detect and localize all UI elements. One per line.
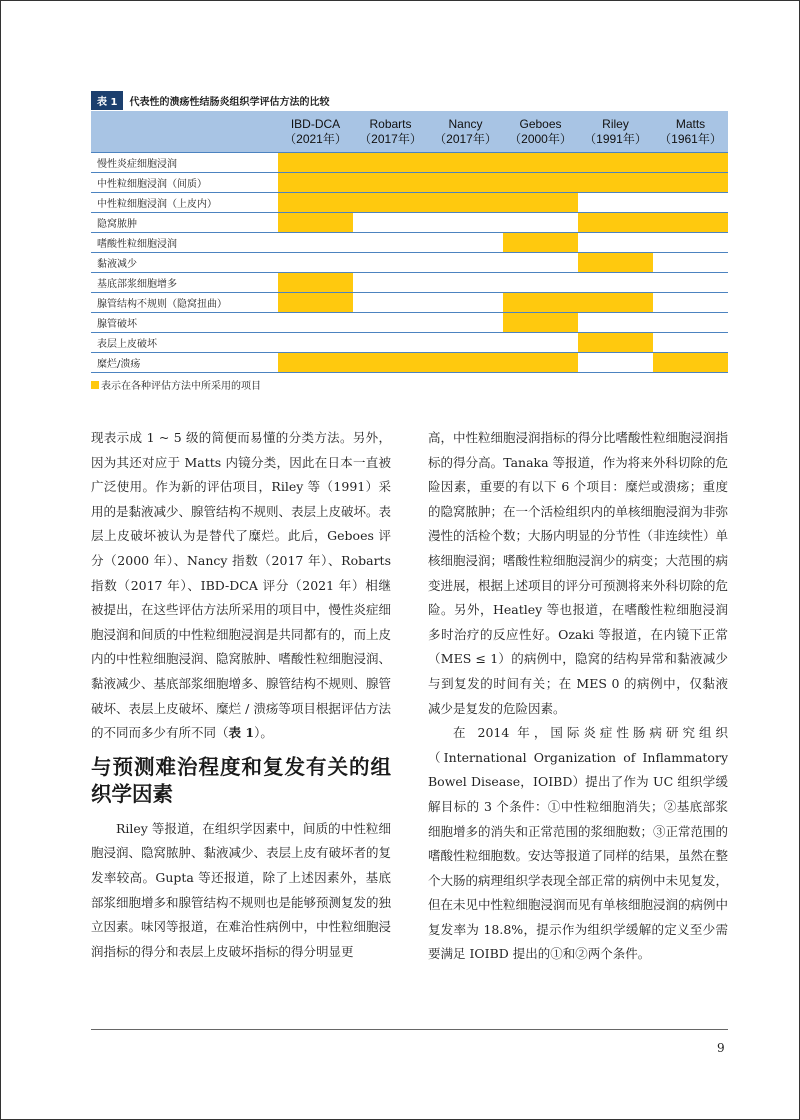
cell-empty (578, 273, 653, 293)
row-label: 黏液减少 (91, 253, 278, 273)
table-title: 代表性的溃疡性结肠炎组织学评估方法的比较 (129, 96, 330, 108)
cell-empty (578, 233, 653, 253)
row-label: 慢性炎症细胞浸润 (91, 153, 278, 173)
cell-used (578, 293, 653, 313)
right-paragraph-2: 在 2014 年，国际炎症性肠病研究组织（International Organization of Inflammatory Bowel Disease，IOIBD）提出了作为 UC 组织学缓解目标的 3 个条件：①中性粒细胞消失；②基底部浆细胞增多的消失和正常范围的浆细胞数；③正常范围的嗜酸性粒细胞数。安达等报道了同样的结果，虽然在整个大肠的病理组织学表现全部正常的病例中未见复发，但在未见中性粒细胞浸润而见有单核细胞浸润的病例中复发率为 18.8%，提示作为组织学缓解的定义至少需要满足 IOIBD 提出的①和②两个条件。 (428, 725, 729, 962)
cell-empty (278, 333, 353, 353)
row-label: 腺管破坏 (91, 313, 278, 333)
cell-empty (353, 253, 428, 273)
table-row (91, 173, 728, 193)
cell-empty (653, 293, 728, 313)
cell-empty (353, 293, 428, 313)
row-label: 隐窝脓肿 (91, 213, 278, 233)
table-header-col (503, 111, 578, 153)
row-label: 表层上皮破坏 (91, 333, 278, 353)
cell-used (578, 173, 653, 193)
cell-empty (278, 233, 353, 253)
column-year: （2000年） (509, 131, 572, 146)
right-column (428, 426, 728, 967)
left-paragraph-1 (91, 426, 391, 746)
cell-used (278, 193, 353, 213)
page-number: 9 (717, 1041, 725, 1055)
cell-empty (428, 233, 503, 253)
column-method-name: Robarts (369, 116, 412, 131)
cell-used (578, 213, 653, 233)
cell-used (653, 213, 728, 233)
cell-used (503, 233, 578, 253)
footer-rule (91, 1029, 728, 1030)
cell-used (278, 173, 353, 193)
cell-used (278, 153, 353, 173)
row-label: 中性粒细胞浸润（上皮内） (91, 193, 278, 213)
comparison-table (91, 111, 728, 373)
cell-empty (653, 193, 728, 213)
cell-used (353, 173, 428, 193)
column-method-name: IBD-DCA (290, 116, 341, 131)
table-header-row (91, 111, 728, 153)
row-label: 嗜酸性粒细胞浸润 (91, 233, 278, 253)
column-method-name: Riley (602, 116, 629, 131)
cell-empty (428, 213, 503, 233)
left-paragraph-1-end: ）。 (254, 725, 273, 741)
row-label: 糜烂/溃疡 (91, 353, 278, 373)
cell-empty (353, 233, 428, 253)
table-header-blank (91, 111, 278, 153)
row-label: 中性粒细胞浸润（间质） (91, 173, 278, 193)
cell-empty (353, 313, 428, 333)
cell-used (278, 213, 353, 233)
cell-empty (503, 273, 578, 293)
cell-empty (278, 313, 353, 333)
cell-used (653, 153, 728, 173)
row-label: 基底部浆细胞增多 (91, 273, 278, 293)
column-year: （1991年） (584, 131, 647, 146)
table-row (91, 253, 728, 273)
cell-used (428, 153, 503, 173)
comparison-table-block (91, 91, 728, 392)
cell-empty (353, 273, 428, 293)
cell-used (278, 293, 353, 313)
column-year: （1961年） (659, 131, 722, 146)
table-body (91, 153, 728, 373)
cell-used (353, 153, 428, 173)
column-method-name: Matts (675, 116, 706, 131)
left-column (91, 426, 391, 964)
left-paragraph-2: Riley 等报道，在组织学因素中，间质的中性粒细胞浸润、隐窝脓肿、黏液减少、表层上皮有破坏者的复发率较高。Gupta 等还报道，除了上述因素外，基底部浆细胞增多和腺管结构不规则也是能够预测复发的独立因素。味冈等报道，在难治性病例中，中性粒细胞浸润指标的得分和表层上皮破坏指标的得分明显更 (91, 820, 392, 959)
cell-used (503, 353, 578, 373)
column-method-name: Geboes (519, 116, 562, 131)
cell-used (278, 353, 353, 373)
right-paragraph-1: 高，中性粒细胞浸润指标的得分比嗜酸性粒细胞浸润指标的得分高。Tanaka 等报道，作为将来外科切除的危险因素，重要的有以下 6 个项目：糜烂或溃疡；重度的隐窝脓肿；在一个活检组织内的单核细胞浸润为非弥漫性的活检个数；大肠内明显的分节性（非连续性）单核细胞浸润；嗜酸性粒细胞浸润少的病变；大范围的病变进展，根据上述项目的评分可预测将来外科切除的危险。另外，Heatley 等也报道，在嗜酸性粒细胞浸润多时治疗的反应性好。Ozaki 等报道，在内镜下正常（MES ≤ 1）的病例中，隐窝的结构异常和黏液减少与到复发的时间有关；在 MES 0 的病例中，仅黏液减少是复发的危险因素。 (428, 430, 729, 716)
legend-text: 表示在各种评估方法中所采用的项目 (101, 381, 261, 392)
table-row (91, 353, 728, 373)
table-row (91, 313, 728, 333)
table-row (91, 213, 728, 233)
table-row (91, 153, 728, 173)
table-label: 表 1 (91, 91, 123, 110)
column-year: （2017年） (434, 131, 497, 146)
cell-empty (653, 273, 728, 293)
cell-used (578, 253, 653, 273)
cell-used (503, 173, 578, 193)
cell-empty (428, 313, 503, 333)
cell-empty (428, 253, 503, 273)
cell-used (353, 353, 428, 373)
table-header-col (428, 111, 503, 153)
table-header-col (578, 111, 653, 153)
column-year: （2021年） (284, 131, 347, 146)
column-method-name: Nancy (448, 116, 483, 131)
cell-empty (353, 213, 428, 233)
cell-empty (278, 253, 353, 273)
cell-used (503, 193, 578, 213)
cell-used (653, 173, 728, 193)
cell-empty (578, 193, 653, 213)
table-header-col (653, 111, 728, 153)
table-row (91, 333, 728, 353)
table-reference: 表 1 (228, 725, 255, 741)
column-year: （2017年） (359, 131, 422, 146)
cell-empty (428, 333, 503, 353)
left-paragraph-1-text: 现表示成 1 ~ 5 级的简便而易懂的分类方法。另外，因为其还对应于 Matts 内镜分类，因此在日本一直被广泛使用。作为新的评估项目，Riley 等（1991）采用的是黏液减少、腺管结构不规则、表层上皮破坏。表层上皮破坏被认为是替代了糜烂。此后，Geboes 评分（2000 年）、Nancy 指数（2017 年）、Robarts 指数（2017 年）、IBD-DCA 评分（2021 年）相继被提出，在这些评估方法所采用的项目中，慢性炎症细胞浸润和间质的中性粒细胞浸润是共同都有的，而上皮内的中性粒细胞浸润、隐窝脓肿、嗜酸性粒细胞浸润、黏液减少、基底部浆细胞增多、腺管结构不规则、腺管破坏、表层上皮破坏、糜烂 / 溃疡等项目根据评估方法的不同而多少有所不同（ (91, 430, 392, 741)
cell-empty (653, 313, 728, 333)
table-row (91, 193, 728, 213)
cell-used (578, 333, 653, 353)
cell-empty (503, 253, 578, 273)
cell-empty (503, 213, 578, 233)
table-header-col (353, 111, 428, 153)
table-caption (91, 91, 728, 109)
cell-empty (578, 313, 653, 333)
section-title: 与预测难治程度和复发有关的组织学因素 (91, 754, 391, 806)
cell-empty (653, 233, 728, 253)
cell-used (503, 153, 578, 173)
table-row (91, 233, 728, 253)
cell-used (428, 193, 503, 213)
table-header-col (278, 111, 353, 153)
cell-used (428, 353, 503, 373)
cell-empty (578, 353, 653, 373)
cell-empty (428, 273, 503, 293)
cell-empty (428, 293, 503, 313)
cell-empty (653, 253, 728, 273)
cell-empty (653, 333, 728, 353)
row-label: 腺管结构不规则（隐窝扭曲） (91, 293, 278, 313)
cell-used (653, 353, 728, 373)
cell-used (503, 293, 578, 313)
cell-used (428, 173, 503, 193)
cell-empty (353, 333, 428, 353)
table-row (91, 273, 728, 293)
table-row (91, 293, 728, 313)
cell-used (503, 313, 578, 333)
cell-used (353, 193, 428, 213)
legend-swatch (91, 381, 99, 389)
cell-used (578, 153, 653, 173)
cell-empty (503, 333, 578, 353)
table-legend (91, 377, 728, 392)
cell-used (278, 273, 353, 293)
